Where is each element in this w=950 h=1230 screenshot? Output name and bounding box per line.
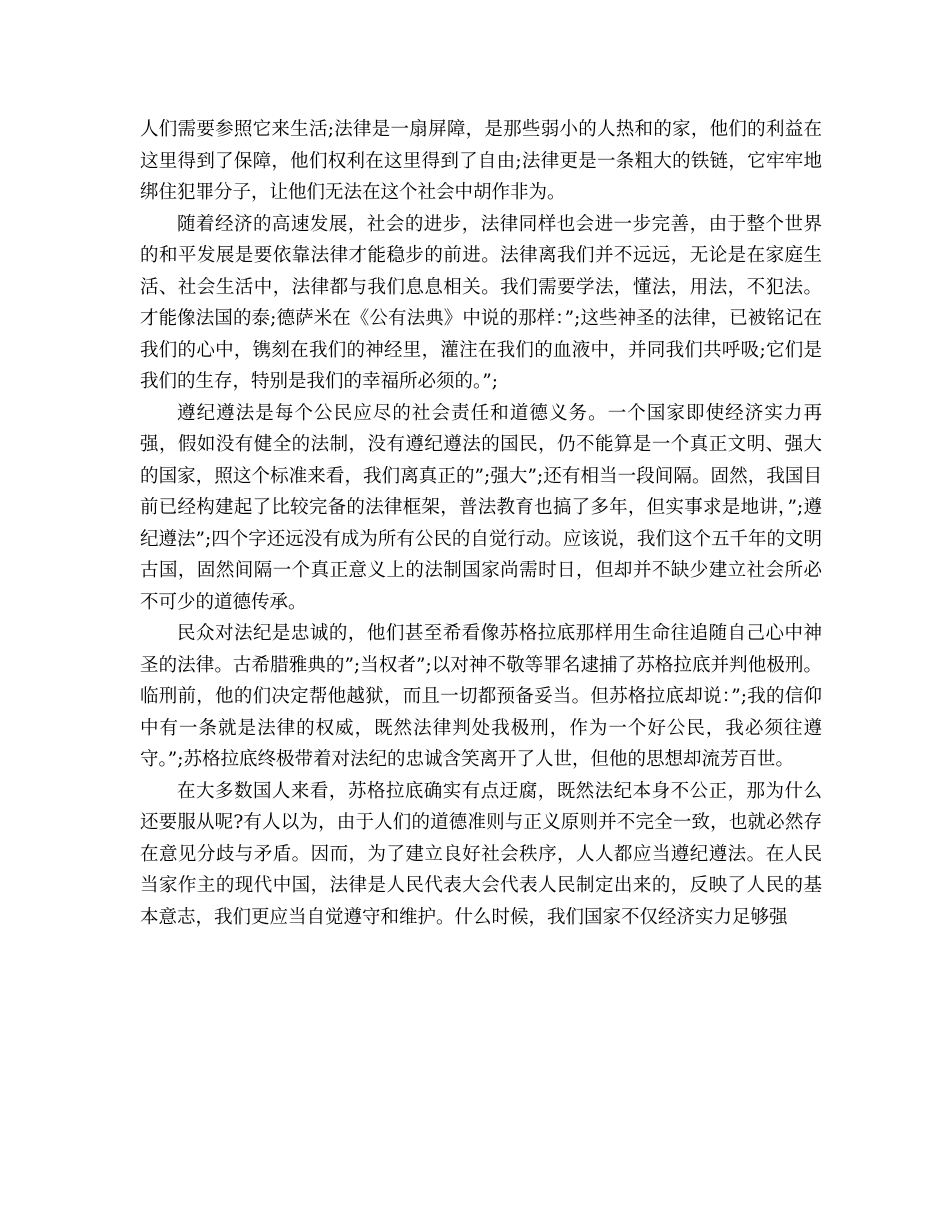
paragraph: 遵纪遵法是每个公民应尽的社会责任和道德义务。一个国家即使经济实力再强，假如没有健全的法制，没有遵纪遵法的国民，仍不能算是一个真正文明、强大的国家，照这个标准来看，我们离真正的”;强大”;还有相当一段间隔。固然，我国目前已经构建起了比较完备的法律框架，普法教育也搞了多年，但实事求是地讲，”;遵纪遵法”;四个字还远没有成为所有公民的自觉行动。应该说，我们这个五千年的文明古国，固然间隔一个真正意义上的法制国家尚需时日，但却并不缺少建立社会所必不可少的道德传承。	[140, 402, 822, 613]
paragraph: 随着经济的高速发展，社会的进步，法律同样也会进一步完善，由于整个世界的和平发展是要依靠法律才能稳步的前进。法律离我们并不远远，无论是在家庭生活、社会生活中，法律都与我们息息相关。我们需要学法，懂法，用法，不犯法。才能像法国的泰;德萨米在《公有法典》中说的那样：”;这些神圣的法律，已被铭记在我们的心中，镌刻在我们的神经里，灌注在我们的血液中，并同我们共呼吸;它们是我们的生存，特别是我们的幸福所必须的。”;	[140, 213, 822, 392]
paragraph-continuation: 人们需要参照它来生活;法律是一扇屏障，是那些弱小的人热和的家，他们的利益在这里得到了保障，他们权利在这里得到了自由;法律更是一条粗大的铁链，它牢牢地绑住犯罪分子，让他们无法在这个社会中胡作非为。	[140, 119, 822, 203]
paragraph: 民众对法纪是忠诚的，他们甚至希看像苏格拉底那样用生命往追随自己心中神圣的法律。古希腊雅典的”;当权者”;以对神不敬等罪名逮捕了苏格拉底并判他极刑。临刑前，他的们决定帮他越狱，而且一切都预备妥当。但苏格拉底却说：”;我的信仰中有一条就是法律的权威，既然法律判处我极刑，作为一个好公民，我必须往遵守。”;苏格拉底终极带着对法纪的忠诚含笑离开了人世，但他的思想却流芳百世。	[140, 623, 822, 770]
paragraph: 在大多数国人来看，苏格拉底确实有点迂腐，既然法纪本身不公正，那为什么还要服从呢?有人以为，由于人们的道德准则与正义原则并不完全一致，也就必然存在意见分歧与矛盾。因而，为了建立良好社会秩序，人人都应当遵纪遵法。在人民当家作主的现代中国，法律是人民代表大会代表人民制定出来的，反映了人民的基本意志，我们更应当自觉遵守和维护。什么时候，我们国家不仅经济实力足够强	[140, 780, 822, 928]
document-body	[140, 114, 822, 933]
